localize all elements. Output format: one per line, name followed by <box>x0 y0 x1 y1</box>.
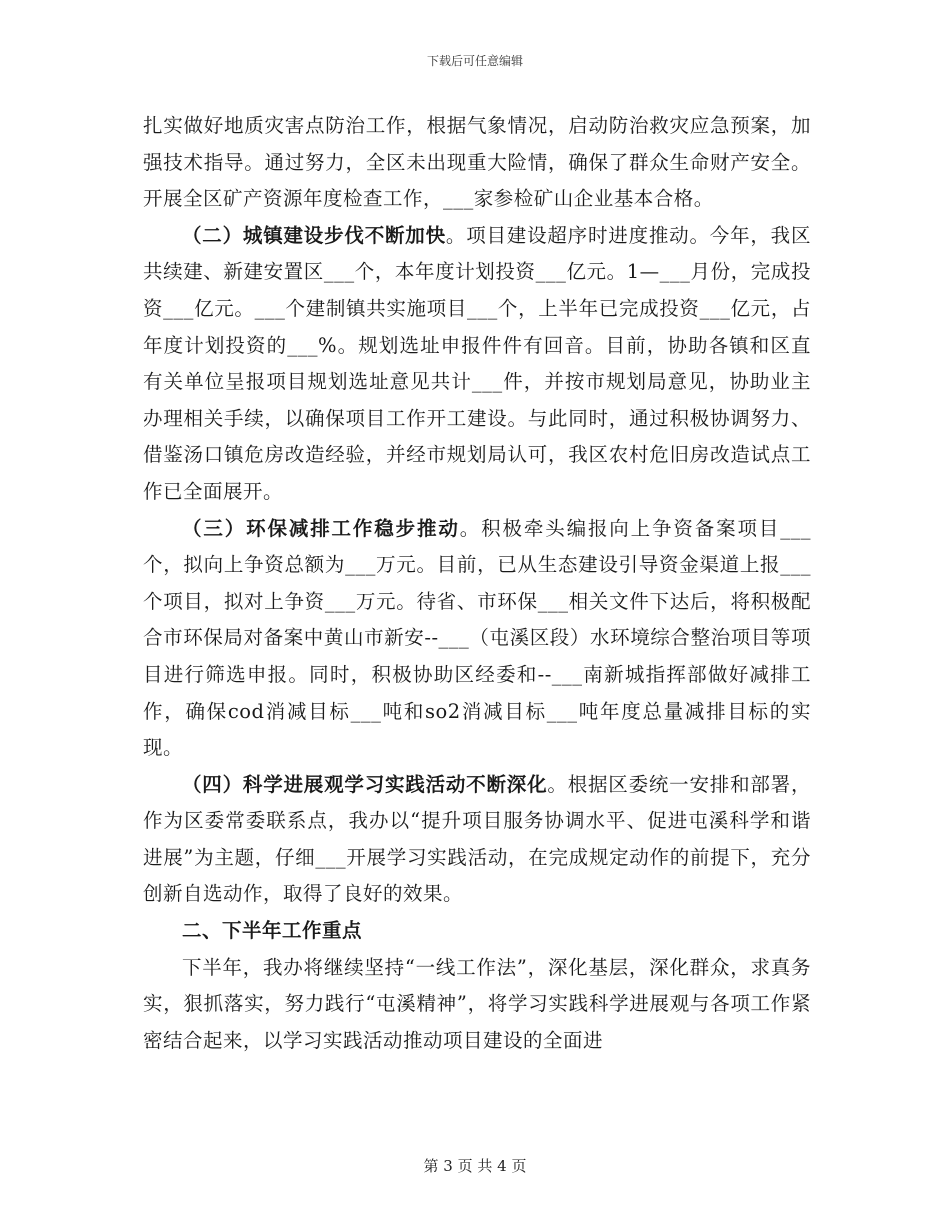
paragraph-text: 。项目建设超序时进度推动。今年，我区共续建、新建安置区___个，本年度计划投资___亿元。1—___月份，完成投资___亿元。___个建制镇共实施项目___个，上半年已完成投资___亿元，占年度计划投资的___%。规划选址申报件件有回音。目前，协助各镇和区直有关单位呈报项目规划选址意见共计___件，并按市规划局意见，协助业主办理相关手续，以确保项目工作开工建设。与此同时，通过积极协调努力、借鉴汤口镇危房改造经验，并经市规划局认可，我区农村危旧房改造试点工作已全面展开。 <box>143 223 811 503</box>
paragraph-lead: （二）城镇建设步伐不断加快 <box>182 223 446 247</box>
paragraph-scientific-development <box>143 767 811 913</box>
paragraph-second-half-plan: 下半年，我办将继续坚持“一线工作法”，深化基层，深化群众，求真务实，狠抓落实，努力践行“屯溪精神”，将学习实践科学进展观与各项工作紧密结合起来，以学习实践活动推动项目建设的全面进 <box>143 955 811 1052</box>
paragraph-text: 。根据区委统一安排和部署，作为区委常委联系点，我办以“提升项目服务协调水平、促进屯溪科学和谐进展”为主题，仔细___开展学习实践活动，在完成规定动作的前提下，充分创新自选动作，取得了良好的效果。 <box>143 772 811 906</box>
paragraph-environmental-protection <box>143 511 811 767</box>
paragraph-disaster-prevention: 扎实做好地质灾害点防治工作，根据气象情况，启动防治救灾应急预案，加强技术指导。通过努力，全区未出现重大险情，确保了群众生命财产安全。开展全区矿产资源年度检查工作，___家参检矿山企业基本合格。 <box>143 114 811 211</box>
paragraph-text: 。积极牵头编报向上争资备案项目___个，拟向上争资总额为___万元。目前，已从生态建设引导资金渠道上报___个项目，拟对上争资___万元。待省、市环保___相关文件下达后，将积极配合市环保局对备案中黄山市新安--___（屯溪区段）水环境综合整治项目等项目进行筛选申报。同时，积极协助区经委和--___南新城指挥部做好减排工作，确保cod消减目标___吨和so2消减目标___吨年度总量减排目标的实现。 <box>143 516 811 760</box>
paragraph-lead: （三）环保减排工作稳步推动 <box>182 516 460 540</box>
paragraph-urban-construction <box>143 218 811 511</box>
paragraph-lead: （四）科学进展观学习实践活动不断深化 <box>182 772 548 796</box>
page-header: 下载后可任意编辑 <box>426 54 523 68</box>
section-heading: 二、下半年工作重点 <box>182 919 363 943</box>
page-footer: 第 3 页 共 4 页 <box>423 1157 527 1175</box>
document-body <box>143 108 811 1059</box>
